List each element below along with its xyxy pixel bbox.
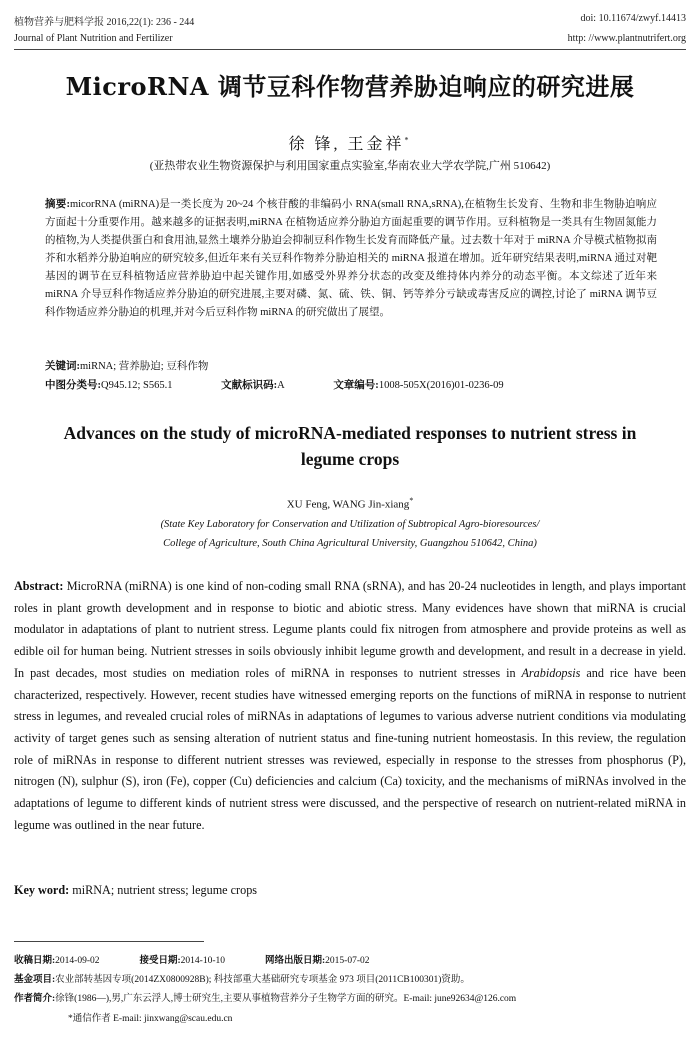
abstract-en-text-2: and rice have been characterized, respectively. However, recent studies have witnessed emerging reports on the functions of miRNA in response to nutrient stress in legumes, and revealed crucial roles of miRNAs in adaptations of legumes to various adverse nutrient conditions via modulating activity of target genes such as sensing alteration of nutrient status and fine-tuning nutrient homeostasis. In this review, the regulation role of miRNAs in response to different nutrient stresses was reviewed, especially in response to the stresses from phosphorus (P), nitrogen (N), sulphur (S), iron (Fe), copper (Cu) deficiencies and calcium (Ca) toxicity, and the mechanisms of miRNAs involved in the adaptations of legume to different kinds of nutrient stress were discussed, and the perspective of research on nutrient-related miRNA in legume was outlined in the near future. [14,665,686,832]
clc-label: 中图分类号: [45,380,101,391]
footnote-divider [14,941,204,942]
article-number-value: 1008-505X(2016)01-0236-09 [378,380,504,391]
corresponding-mark: * [404,135,412,145]
footnote-fund [14,972,694,989]
footnote-corresponding[interactable]: *通信作者 E-mail: jinxwang@scau.edu.cn [68,1014,233,1024]
authors-cn-names: 徐 锋, 王金祥 [288,136,405,153]
abstract-en-label: Abstract: [14,579,64,593]
abstract-cn-label: 摘要: [45,199,70,210]
abstract-en-text-1: MicroRNA (miRNA) is one kind of non-coding small RNA (sRNA), and has 20-24 nucleotides in length, and plays important roles in plant growth development and in response to biotic and abiotic stress. Many evidences have shown that miRNA is crucial modulator in adaptations of plant to nutrient stress. Legume plants could fix nitrogen from atmosphere and provide proteins as well as edible oil for human being. Nutrient stresses in soils obviously inhibit legume growth and development, and result in a decrease in yield. In past decades, most studies on mediation roles of miRNA in responses to nutrient stresses in [14,579,686,680]
author-bio-text[interactable]: 徐锋(1986—),男,广东云浮人,博士研究生,主要从事植物营养分子生物学方面的研究。E-mail: june92634@126.com [55,994,517,1004]
keywords-cn-label: 关键词: [45,361,80,372]
classification-row [45,377,504,392]
doi[interactable]: doi: 10.11674/zwyf.14413 [580,13,686,24]
abstract-en [14,576,686,836]
abstract-cn [45,196,657,322]
received-date: 2014-09-02 [55,956,100,966]
fund-label: 基金项目: [14,975,56,985]
accepted-date: 2014-10-10 [180,956,225,966]
keywords-en [14,883,257,898]
doc-code-value: A [277,380,285,391]
title-cn: MicroRNA 调节豆科作物营养胁迫响应的研究进展 [65,72,635,101]
footnote-author [14,991,694,1008]
authors-cn [0,131,700,154]
affiliation-cn: (亚热带农业生物资源保护与利用国家重点实验室,华南农业大学农学院,广州 510642) [149,160,551,172]
clc-value: Q945.12; S565.1 [101,380,173,391]
footnote-dates [14,953,694,970]
abstract-cn-text: micorRNA (miRNA)是一类长度为 20~24 个核苷酸的非编码小 RNA(small RNA,sRNA),在植物生长发育、生物和非生物胁迫响应方面起十分重要作用。越来越多的证据表明,miRNA 在植物适应养分胁迫方面起重要的调节作用。豆科植物是一类具有生物固氮能力的植物,为人类提供蛋白和食用油,显然土壤养分胁迫会抑制豆科作物生长发育而降低产量。过去数十年对于 miRNA 介导模式植物拟南芥和水稻养分胁迫响应的研究较多,但近年来有关豆科作物养分胁迫相关的 miRNA 报道在增加。近年研究结果表明,miRNA 通过对靶基因的调节在豆科植物适应营养胁迫中起关键作用,如感受外界养分状态的改变及维持体内养分的动态平衡。本文综述了近年来 miRNA 介导豆科作物适应养分胁迫的研究进展,主要对磷、氮、硫、铁、铜、钙等养分亏缺或毒害反应的调控,讨论了 miRNA 调节豆科作物适应养分胁迫的机理,并对今后豆科作物 miRNA 的研究做出了展望。 [45,199,657,318]
author-bio-label: 作者简介: [14,994,56,1004]
authors-en [0,496,700,511]
journal-url[interactable]: http: //www.plantnutrifert.org [567,33,686,44]
journal-citation-cn: 植物营养与肥料学报 2016,22(1): 236 - 244 [14,17,195,28]
affiliation-en-line-2: College of Agriculture, South China Agricultural University, Guangzhou 510642, China) [163,538,537,549]
affiliation-en [0,515,700,553]
header-divider [14,49,686,50]
abstract-en-italic-term: Arabidopsis [521,665,581,680]
keywords-cn-text: miRNA; 营养胁迫; 豆科作物 [80,361,209,372]
keywords-en-label: Key word: [14,883,70,897]
published-date: 2015-07-02 [325,956,370,966]
corresponding-mark-en: * [409,496,414,505]
published-label: 网络出版日期: [265,956,326,966]
authors-en-names: XU Feng, WANG Jin-xiang [286,498,410,511]
doc-code-label: 文献标识码: [221,380,278,391]
article-number-label: 文章编号: [333,380,379,391]
received-label: 收稿日期: [14,956,56,966]
keywords-en-text: miRNA; nutrient stress; legume crops [69,883,258,897]
affiliation-en-line-1: (State Key Laboratory for Conservation and Utilization of Subtropical Agro-bioresources/ [160,519,540,530]
keywords-cn [45,358,208,373]
accepted-label: 接受日期: [139,956,181,966]
journal-name-en: Journal of Plant Nutrition and Fertilizer [14,33,173,44]
title-en: Advances on the study of microRNA-mediated responses to nutrient stress in legume crops [63,423,637,469]
fund-text: 农业部转基因专项(2014ZX0800928B); 科技部重大基础研究专项基金 973 项目(2011CB100301)资助。 [55,975,470,985]
